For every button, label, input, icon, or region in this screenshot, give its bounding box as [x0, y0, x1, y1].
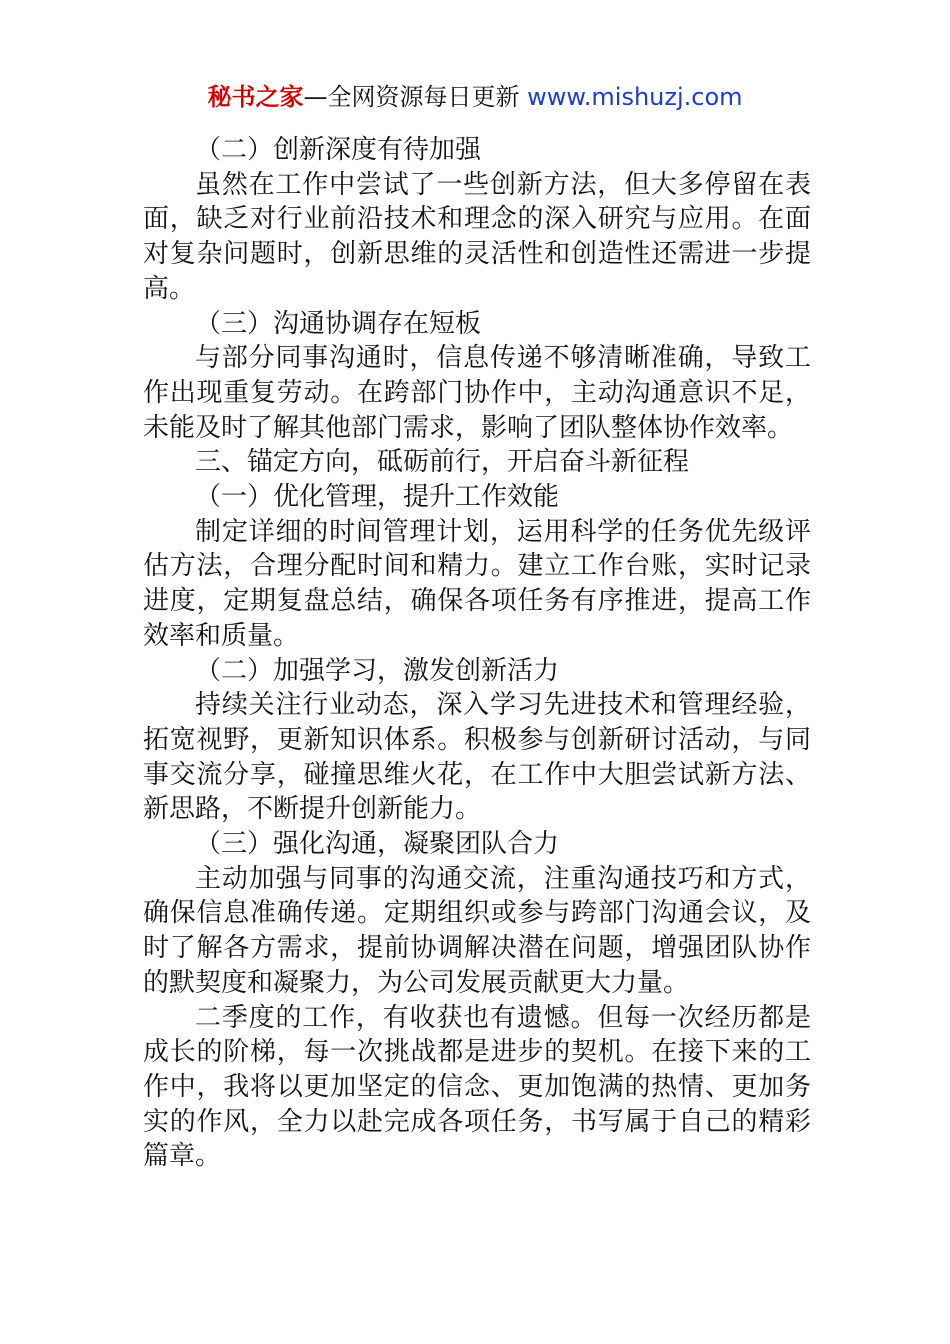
header-tagline: —全网资源每日更新: [303, 83, 520, 111]
section-heading: （三）沟通协调存在短板: [195, 308, 482, 339]
section-heading: （三）强化沟通，凝聚团队合力: [195, 829, 560, 860]
chapter-heading: 三、锚定方向，砥砺前行，开启奋斗新征程: [195, 447, 690, 478]
section-heading: （二）创新深度有待加强: [195, 135, 482, 165]
site-url-link[interactable]: www.mishuzj.com: [527, 83, 743, 111]
closing-paragraph: 二季度的工作，有收获也有遗憾。但每一次经历都是成长的阶梯，每一次挑战都是进步的契机。在接下来的工作中，我将以更加坚定的信念、更加饱满的热情、更加务实的作风，全力以赴完成各项任务，书写属于自己的精彩篇章。: [143, 1002, 811, 1172]
page-header: [0, 80, 950, 114]
paragraph: 虽然在工作中尝试了一些创新方法，但大多停留在表面，缺乏对行业前沿技术和理念的深入研究与应用。在面对复杂问题时，创新思维的灵活性和创造性还需进一步提高。: [143, 169, 811, 304]
document-body: [143, 133, 811, 1174]
section-heading: （二）加强学习，激发创新活力: [195, 655, 560, 686]
section-heading: （一）优化管理，提升工作效能: [195, 482, 560, 513]
paragraph: 持续关注行业动态，深入学习先进技术和管理经验，拓宽视野，更新知识体系。积极参与创新研讨活动，与同事交流分享，碰撞思维火花，在工作中大胆尝试新方法、新思路，不断提升创新能力。: [143, 690, 811, 825]
paragraph: 主动加强与同事的沟通交流，注重沟通技巧和方式，确保信息准确传递。定期组织或参与跨部门沟通会议，及时了解各方需求，提前协调解决潜在问题，增强团队协作的默契度和凝聚力，为公司发展贡献更大力量。: [143, 863, 811, 998]
paragraph: 制定详细的时间管理计划，运用科学的任务优先级评估方法，合理分配时间和精力。建立工作台账，实时记录进度，定期复盘总结，确保各项任务有序推进，提高工作效率和质量。: [143, 516, 811, 651]
brand-name: 秘书之家: [207, 83, 304, 111]
paragraph: 与部分同事沟通时，信息传递不够清晰准确，导致工作出现重复劳动。在跨部门协作中，主动沟通意识不足，未能及时了解其他部门需求，影响了团队整体协作效率。: [143, 343, 811, 443]
